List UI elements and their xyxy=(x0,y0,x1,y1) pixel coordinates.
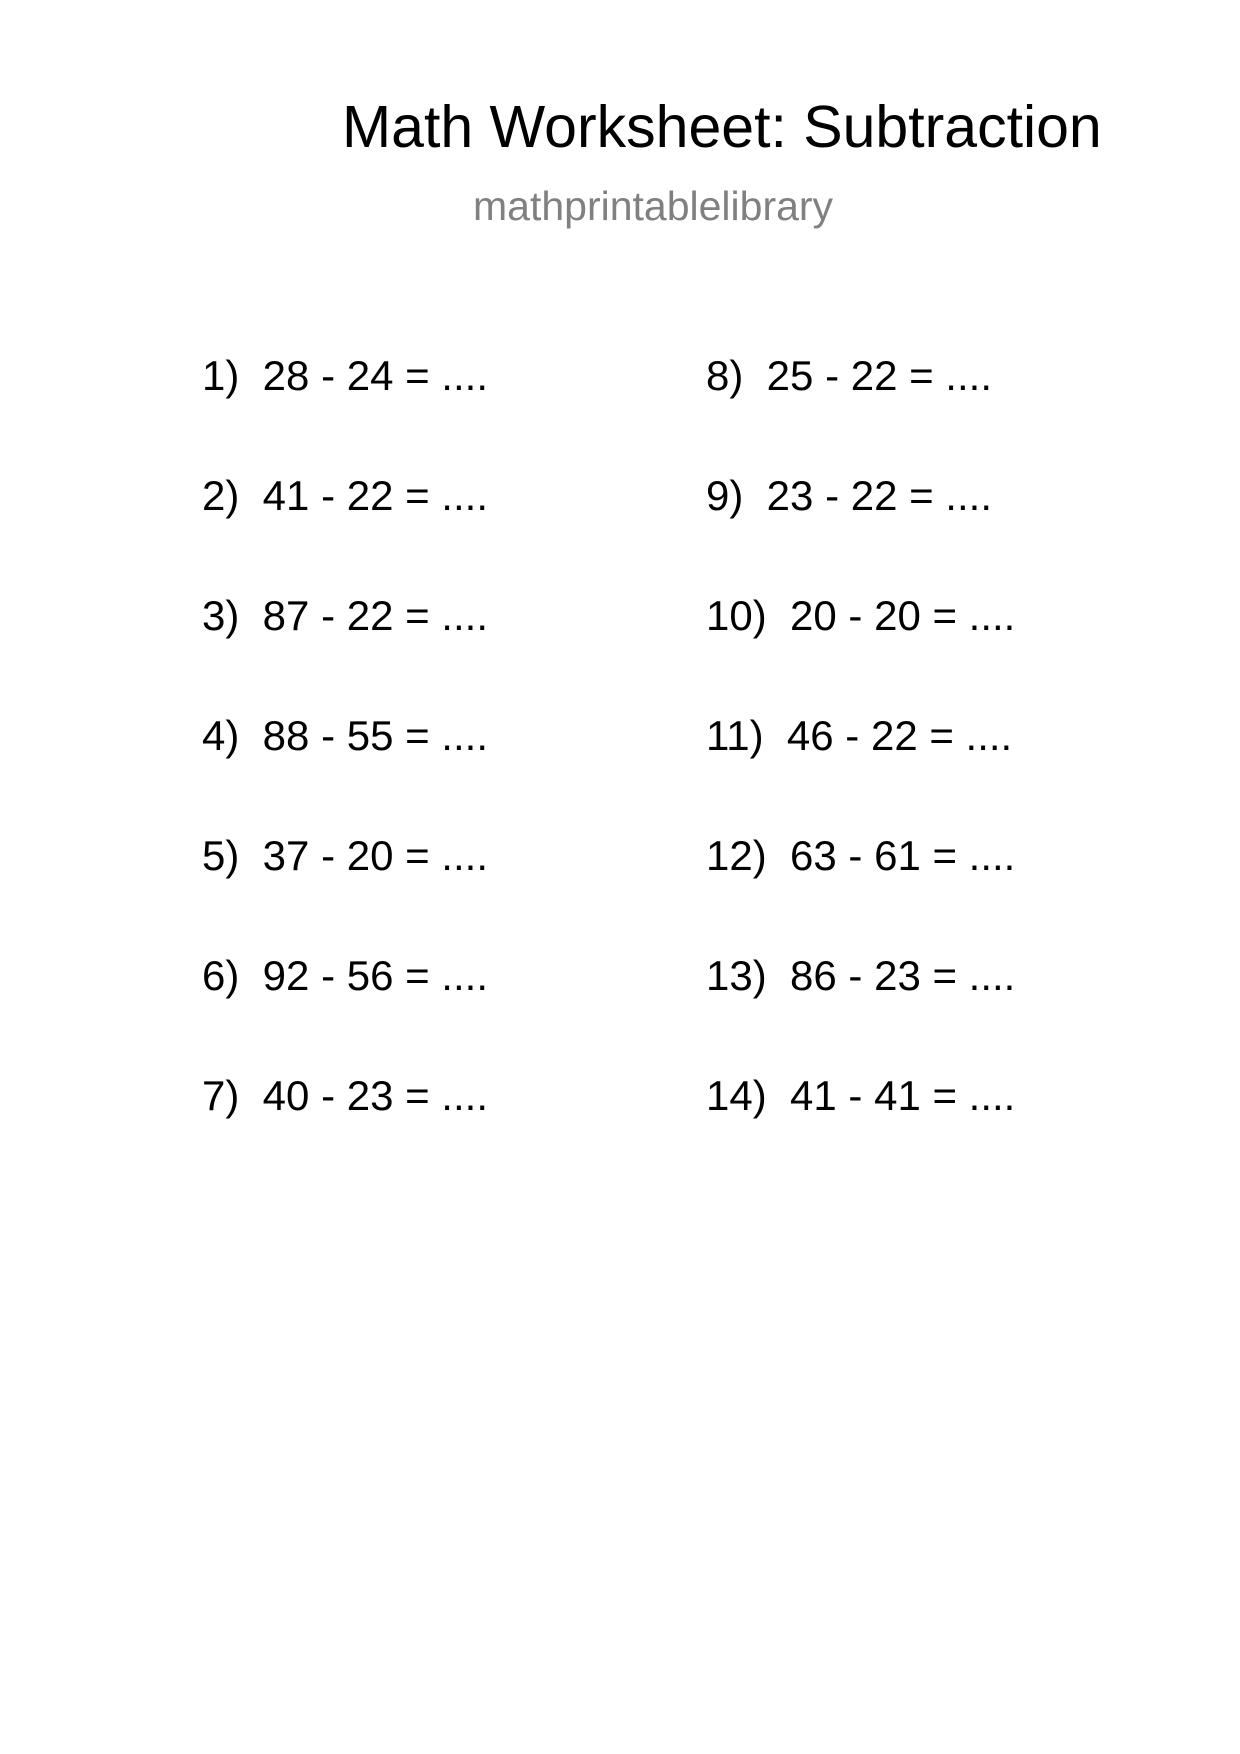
problems-left-column xyxy=(202,352,488,1195)
problem-4: 4) 88 - 55 = .... xyxy=(202,712,488,759)
problem-3: 3) 87 - 22 = .... xyxy=(202,592,488,639)
problem-14: 14) 41 - 41 = .... xyxy=(706,1072,1016,1119)
problem-7: 7) 40 - 23 = .... xyxy=(202,1072,488,1119)
problem-1: 1) 28 - 24 = .... xyxy=(202,352,488,399)
problem-5: 5) 37 - 20 = .... xyxy=(202,832,488,879)
problem-12: 12) 63 - 61 = .... xyxy=(706,832,1016,879)
problems-right-column xyxy=(706,352,1016,1195)
worksheet-subtitle: mathprintablelibrary xyxy=(473,183,834,229)
problem-13: 13) 86 - 23 = .... xyxy=(706,952,1016,999)
problem-6: 6) 92 - 56 = .... xyxy=(202,952,488,999)
worksheet-title: Math Worksheet: Subtraction xyxy=(342,94,1102,160)
problem-2: 2) 41 - 22 = .... xyxy=(202,472,488,519)
problem-9: 9) 23 - 22 = .... xyxy=(706,472,992,519)
problem-8: 8) 25 - 22 = .... xyxy=(706,352,992,399)
problem-10: 10) 20 - 20 = .... xyxy=(706,592,1016,639)
problem-11: 11) 46 - 22 = .... xyxy=(706,712,1013,759)
